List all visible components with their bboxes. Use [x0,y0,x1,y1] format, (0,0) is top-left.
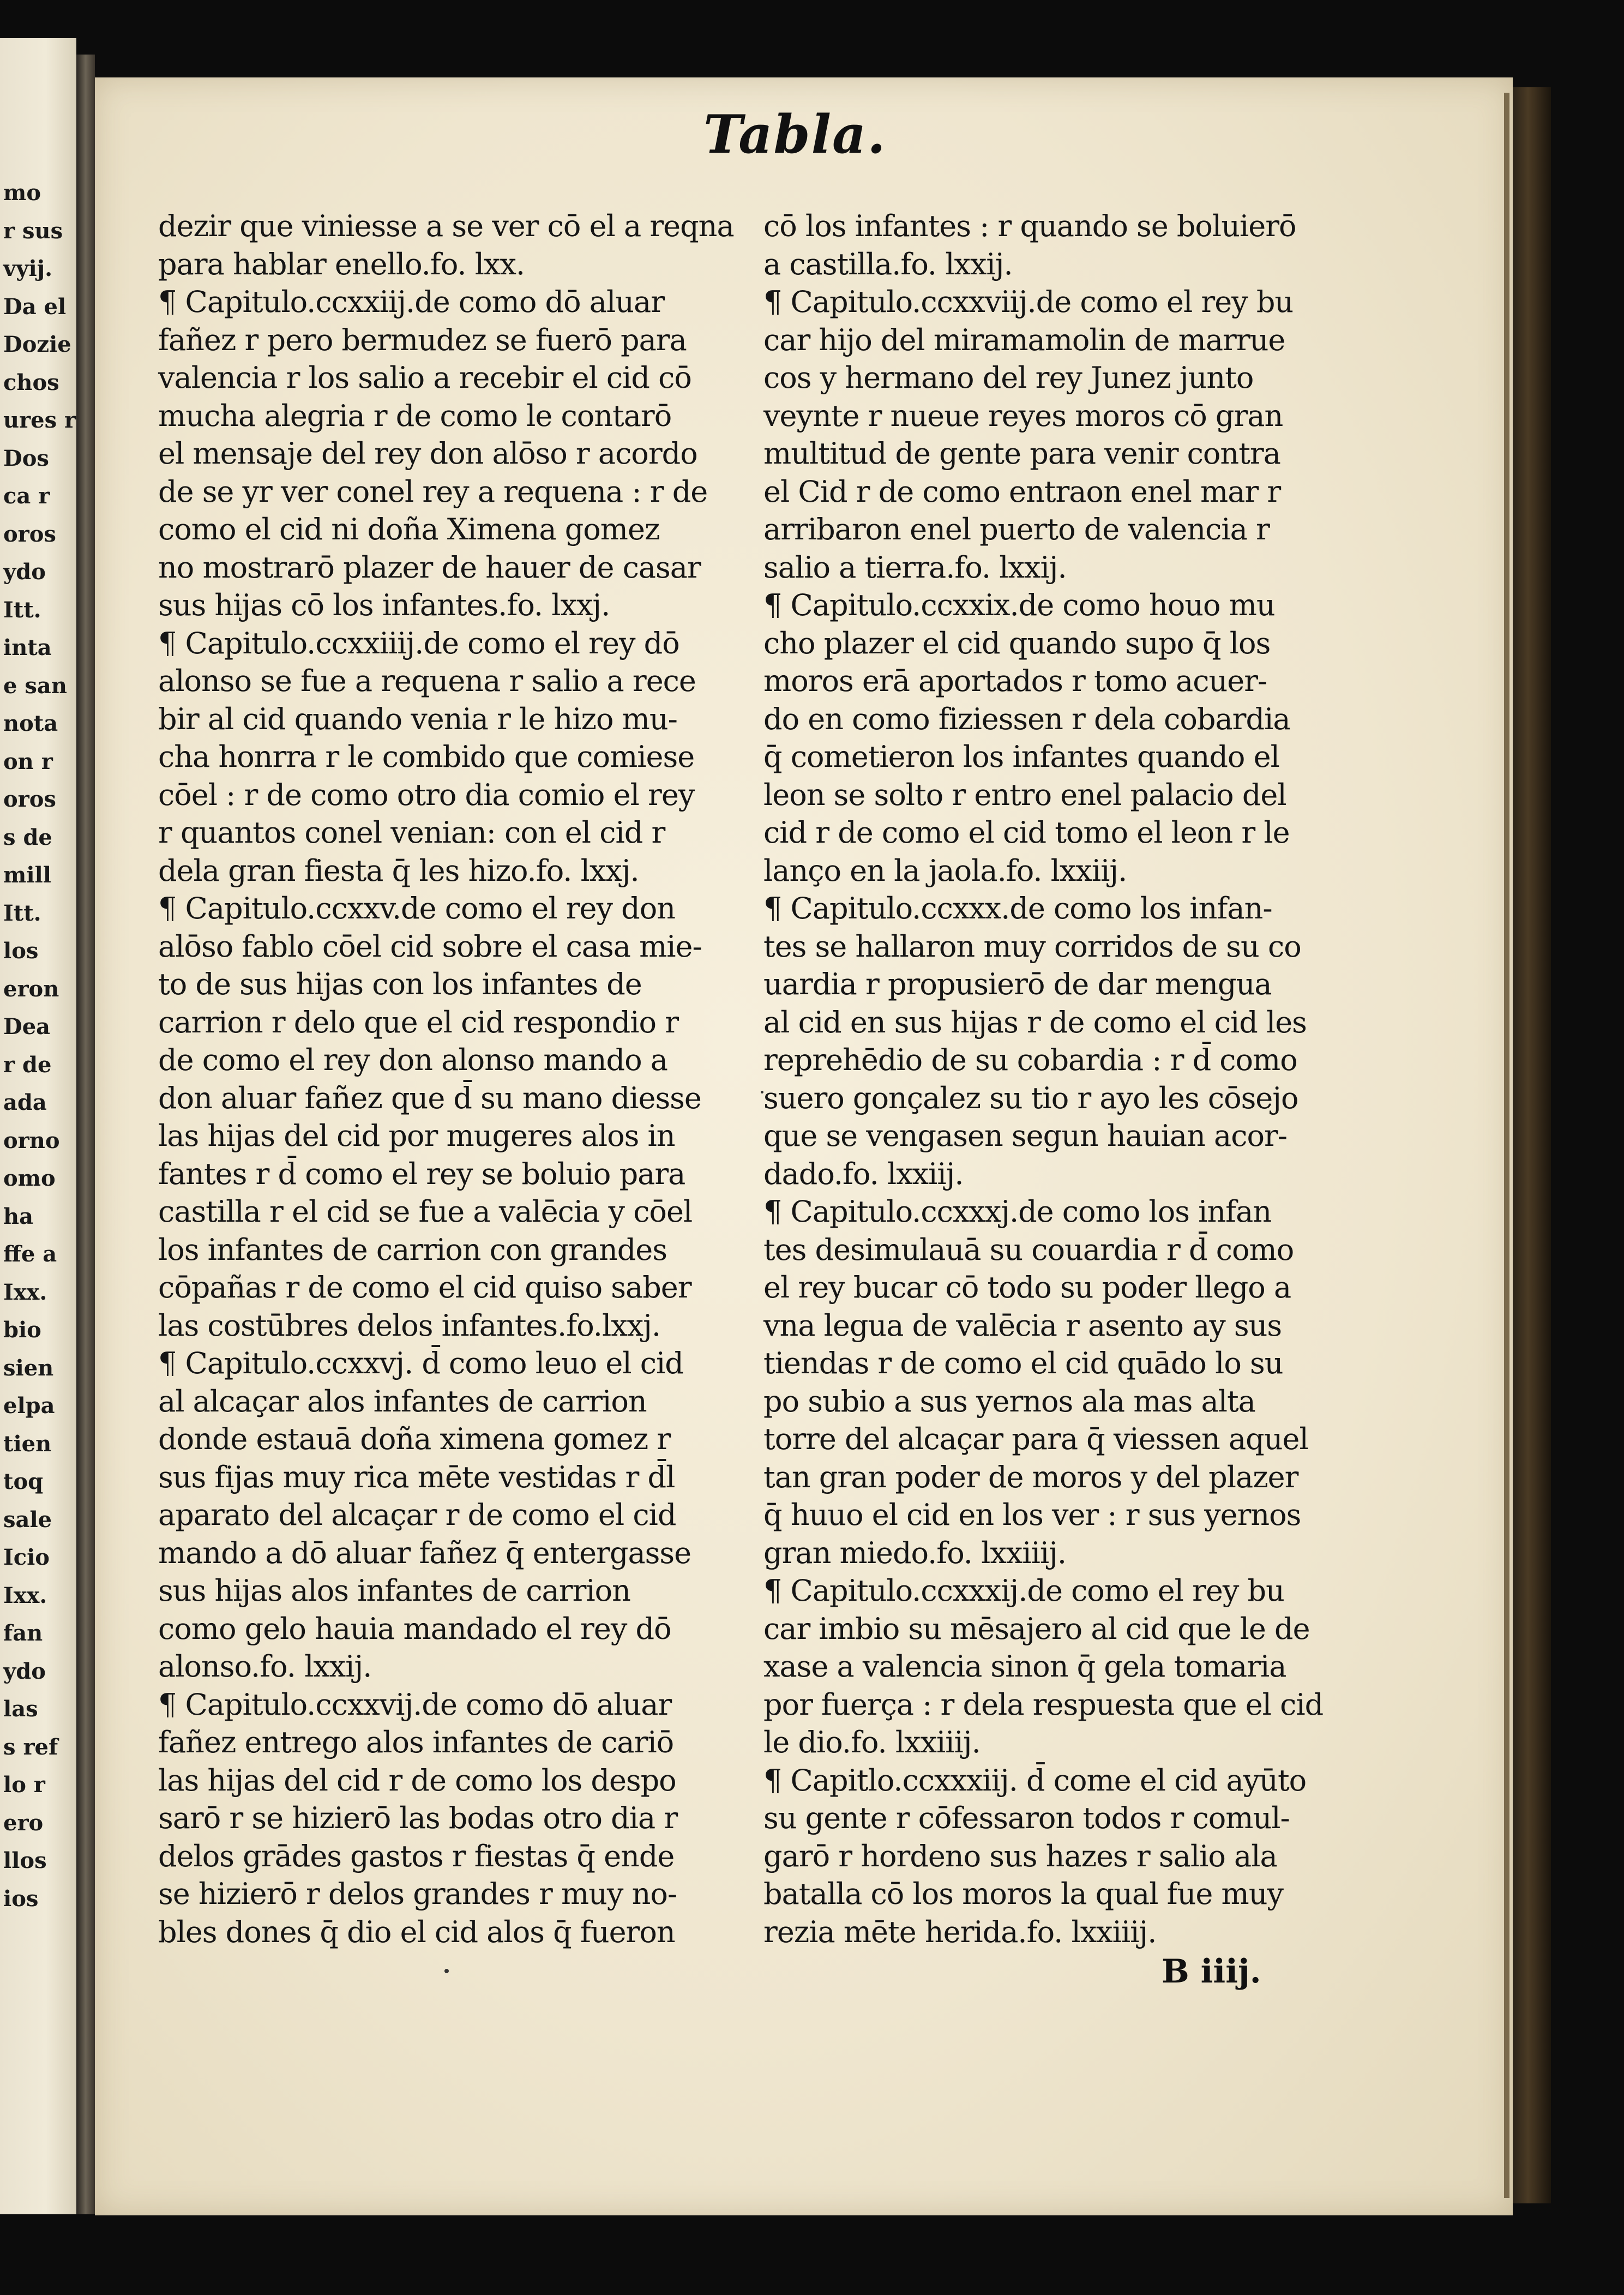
text-line: fañez entrego alos infantes de cariō [158,1725,674,1759]
left-page-fragment: Dos [3,445,49,471]
left-page-fragment: Itt. [3,597,41,623]
text-line: el Cid r de como entraon enel mar r [763,474,1281,509]
text-line: arribaron enel puerto de valencia r [763,512,1270,546]
left-page-fragment: Dozie [3,332,71,357]
left-page-fragment: llos [3,1848,47,1873]
left-page-fragment: chos [3,369,59,395]
text-line: ¶ Capitulo.ccxxxij.de como el rey bu [763,1573,1284,1608]
text-column-right [763,207,1324,1951]
text-line: cōpañas r de como el cid quiso saber [158,1270,691,1305]
left-page-fragment: los [3,938,39,964]
text-line: ¶ Capitulo.ccxxvij.de como dō aluar [158,1687,672,1722]
text-line: el rey bucar cō todo su poder llego a [763,1270,1291,1305]
left-page-fragment: ures r [3,407,76,433]
text-line: tiendas r de como el cid quādo lo su [763,1346,1283,1380]
text-line: po subio a sus yernos ala mas alta [763,1384,1255,1419]
text-line: aparato del alcaçar r de como el cid [158,1498,676,1532]
text-line: donde estauā doña ximena gomez r [158,1422,671,1456]
text-line: carrion r delo que el cid respondio r [158,1005,679,1040]
text-line: cho plazer el cid quando supo q̄ los [763,626,1271,660]
ink-speck [761,1091,763,1094]
text-line: torre del alcaçar para q̄ viessen aquel [763,1422,1308,1456]
left-page-fragment: inta [3,635,52,660]
text-line: no mostrarō plazer de hauer de casar [158,550,701,585]
text-line: bir al cid quando venia r le hizo mu- [158,701,677,736]
text-line: delos grādes gastos r fiestas q̄ ende [158,1839,675,1873]
text-line: para hablar enello.fo. lxx. [158,247,525,281]
text-line: garō r hordeno sus hazes r salio ala [763,1839,1277,1873]
ink-speck [444,1969,449,1973]
left-page-fragment: on r [3,748,53,774]
text-line: cōel : r de como otro dia comio el rey [158,777,695,812]
text-line: que se vengasen segun hauian acor- [763,1119,1288,1153]
text-line: de como el rey don alonso mando a [158,1043,667,1077]
text-line: veynte r nueue reyes moros cō gran [763,398,1283,433]
text-line: de se yr ver conel rey a requena : r de [158,474,708,509]
text-line: castilla r el cid se fue a valēcia y cōel [158,1194,693,1229]
left-page-fragment: omo [3,1165,56,1191]
text-line: dela gran fiesta q̄ les hizo.fo. lxxj. [158,853,639,888]
text-line: don aluar fañez que d̄ su mano diesse [158,1080,701,1115]
left-page-fragment: bio [3,1317,41,1343]
page-title: Tabla. [703,104,887,165]
text-line: xase a valencia sinon q̄ gela tomaria [763,1649,1286,1684]
text-line: mucha alegria r de como le contarō [158,398,672,433]
left-page-fragment: r sus [3,218,63,244]
left-page-fragment: ha [3,1203,33,1229]
text-line: ¶ Capitulo.ccxxxj.de como los infan [763,1194,1272,1229]
text-column-left [158,207,734,1951]
left-page-fragment: ydo [3,559,46,585]
text-line: le dio.fo. lxxiiij. [763,1725,981,1759]
text-line: rezia mēte herida.fo. lxxiiij. [763,1914,1157,1949]
text-line: alonso.fo. lxxij. [158,1649,372,1684]
text-line: tan gran poder de moros y del plazer [763,1459,1298,1494]
left-page-fragment: Ixx. [3,1279,47,1305]
text-line: car hijo del miramamolin de marrue [763,322,1285,357]
text-line: como gelo hauia mandado el rey dō [158,1611,671,1646]
text-line: al cid en sus hijas r de como el cid les [763,1005,1307,1040]
left-page-fragment: ero [3,1810,44,1836]
text-line: ¶ Capitulo.ccxxx.de como los infan- [763,891,1272,926]
text-line: batalla cō los moros la qual fue muy [763,1877,1284,1911]
text-line: q̄ huuo el cid en los ver : r sus yernos [763,1498,1301,1532]
left-page-fragment: ffe a [3,1241,57,1267]
left-page-fragment: s ref [3,1734,58,1760]
left-page-fragment: Icio [3,1545,50,1570]
text-line: lanço en la jaola.fo. lxxiij. [763,853,1127,888]
left-page-fragment: ydo [3,1658,46,1684]
text-line: car imbio su mēsajero al cid que le de [763,1611,1310,1646]
text-line: las costūbres delos infantes.fo.lxxj. [158,1308,661,1343]
page-edge-line [1504,93,1509,2198]
text-line: se hizierō r delos grandes r muy no- [158,1877,677,1911]
text-line: al alcaçar alos infantes de carrion [158,1384,647,1419]
text-line: multitud de gente para venir contra [763,436,1280,471]
text-line: valencia r los salio a recebir el cid cō [158,361,691,395]
text-line: su gente r cōfessaron todos r comul- [763,1801,1290,1835]
left-page-fragment: Da el [3,293,67,320]
text-line: tes desimulauā su couardia r d̄ como [763,1232,1294,1267]
text-line: uardia r propusierō de dar mengua [763,967,1272,1001]
text-line: to de sus hijas con los infantes de [158,967,642,1001]
left-page-fragment: Dea [3,1014,51,1040]
left-page-fragment: tien [3,1431,52,1457]
text-line: dezir que viniesse a se ver cō el a reqna [158,209,734,243]
text-line: sus hijas cō los infantes.fo. lxxj. [158,588,610,622]
text-line: ¶ Capitulo.ccxxvj. d̄ como leuo el cid [158,1346,683,1380]
text-line: ¶ Capitulo.ccxxv.de como el rey don [158,891,676,926]
text-line: ¶ Capitulo.ccxxiij.de como dō aluar [158,285,665,319]
left-page-fragment: eron [3,976,59,1002]
text-line: las hijas del cid r de como los despo [158,1763,676,1798]
text-line: el mensaje del rey don alōso r acordo [158,436,697,471]
left-page-fragment: r de [3,1052,52,1078]
text-line: alonso se fue a requena r salio a rece [158,664,696,698]
text-line: las hijas del cid por mugeres alos in [158,1119,675,1153]
left-page-fragment: ios [3,1885,39,1912]
text-line: cid r de como el cid tomo el leon r le [763,815,1290,850]
left-page-fragment: vyij. [3,256,53,281]
left-page-fragment: ca r [3,483,50,509]
left-page-fragment: oros [3,786,56,812]
left-page-fragment: lo r [3,1772,45,1798]
text-line: do en como fiziessen r dela cobardia [763,701,1290,736]
text-line: bles dones q̄ dio el cid alos q̄ fueron [158,1914,675,1949]
text-line: reprehēdio de su cobardia : r d̄ como [763,1043,1297,1077]
text-line: por fuerça : r dela respuesta que el cid [763,1687,1324,1722]
text-line: a castilla.fo. lxxij. [763,247,1013,281]
text-line: vna legua de valēcia r asento ay sus [763,1308,1282,1343]
text-line: salio a tierra.fo. lxxij. [763,550,1067,585]
book-cover-edge [1513,87,1551,2203]
text-line: sus hijas alos infantes de carrion [158,1573,630,1608]
text-line: ¶ Capitlo.ccxxxiij. d̄ come el cid ayūto [763,1763,1307,1798]
text-line: q̄ cometieron los infantes quando el [763,740,1279,774]
left-page-fragment: orno [3,1127,60,1153]
text-line: fañez r pero bermudez se fuerō para [158,322,687,357]
left-page-fragment: ada [3,1090,47,1115]
text-line: cō los infantes : r quando se boluierō [763,209,1296,243]
text-line: fantes r d̄ como el rey se boluio para [158,1156,685,1191]
text-line: alōso fablo cōel cid sobre el casa mie- [158,929,702,964]
text-line: r quantos conel venian: con el cid r [158,815,665,850]
text-line: gran miedo.fo. lxxiiij. [763,1535,1067,1570]
left-facing-page [0,38,76,2214]
text-line: como el cid ni doña Ximena gomez [158,512,660,546]
left-page-fragment: e san [3,672,67,699]
left-page-fragment: toq [3,1469,44,1494]
text-line: moros erā aportados r tomo acuer- [763,664,1267,698]
left-page-fragment: nota [3,711,58,736]
text-line: tes se hallaron muy corridos de su co [763,929,1301,964]
text-line: suero gonçalez su tio r ayo les cōsejo [763,1080,1298,1115]
text-line: cos y hermano del rey Junez junto [763,361,1254,395]
left-page-fragment: elpa [3,1393,55,1419]
text-line: mando a dō aluar fañez q̄ entergasse [158,1535,691,1570]
text-line: los infantes de carrion con grandes [158,1232,667,1267]
left-page-fragment: s de [3,824,52,850]
text-line: ¶ Capitulo.ccxxviij.de como el rey bu [763,285,1294,319]
left-page-fragment: mill [3,862,51,888]
text-line: leon se solto r entro enel palacio del [763,777,1286,812]
left-page-fragment: fan [3,1620,43,1646]
text-line: dado.fo. lxxiij. [763,1156,964,1191]
left-page-fragment: sien [3,1355,54,1381]
text-line: cha honrra r le combido que comiese [158,740,695,774]
book-gutter [76,55,95,2214]
left-page-fragment: Itt. [3,900,41,926]
signature-mark: B iiij. [1162,1952,1261,1991]
text-line: ¶ Capitulo.ccxxiiij.de como el rey dō [158,626,679,660]
text-line: ¶ Capitulo.ccxxix.de como houo mu [763,588,1275,622]
left-page-fragment: Ixx. [3,1582,47,1608]
left-page-fragment: mo [3,180,41,206]
text-line: sus fijas muy rica mēte vestidas r d̄l [158,1459,675,1494]
text-line: sarō r se hizierō las bodas otro dia r [158,1801,678,1835]
left-page-fragment: oros [3,521,56,547]
left-page-fragment: las [3,1696,38,1722]
left-page-fragment: sale [3,1506,52,1533]
